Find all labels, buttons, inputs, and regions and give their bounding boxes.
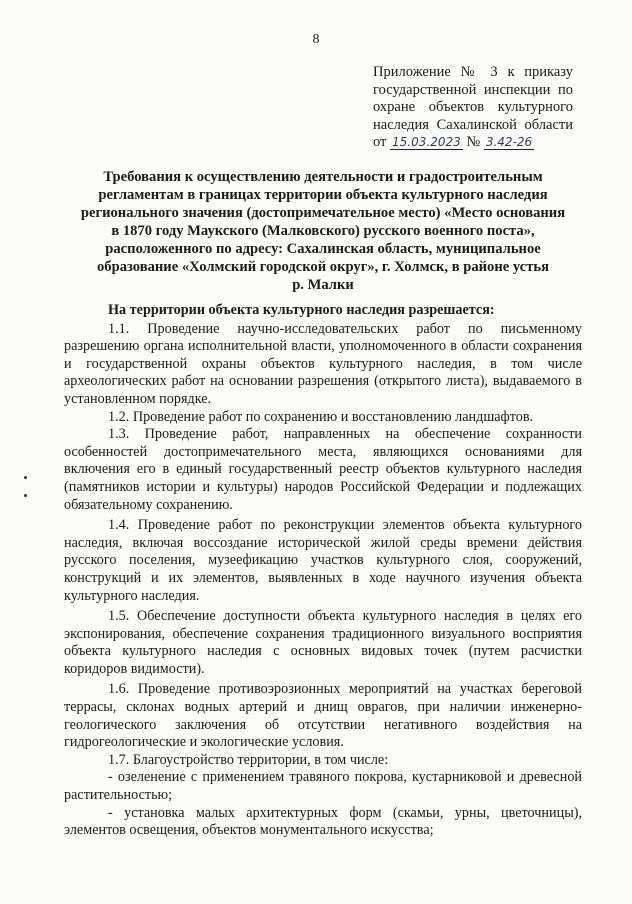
appendix-line: Приложение № 3 к приказу <box>373 64 573 80</box>
title-line: регламентам в границах территории объекта культурного наследия <box>98 187 548 203</box>
title-line: расположенного по адресу: Сахалинская область, муниципальное <box>105 241 541 257</box>
list-item: 1.4. Проведение работ по реконструкции элементов объекта культурного наследия, включая воссоздание исторической жилой среды времени действия русского поселения, музеефикацию участков культурного слоя, сооружений, конструкций и их элементов, выявленных в ходе научного изучения объекта культурного наследия. <box>64 517 582 604</box>
title-line: образование «Холмский городской округ», г. Холмск, в районе устья <box>96 259 549 275</box>
appendix-header <box>373 64 573 152</box>
title-line: Требования к осуществлению деятельности и градостроительным <box>103 169 543 185</box>
appendix-line: охране объектов культурного <box>373 99 573 115</box>
order-date: 15.03.2023 <box>392 135 461 149</box>
title-line: регионального значения (достопримечательное место) «Место основания <box>80 205 566 221</box>
list-item: 1.6. Проведение противоэрозионных мероприятий на участках береговой террасы, склонах водных артерий и днищ оврагов, при наличии инженерно-геологического заключения об отсутствии негативного воздействия на гидрогеологические и экологические условия. <box>64 681 582 751</box>
appendix-line: государственной инспекции по <box>373 81 573 98</box>
number-label: № <box>466 134 481 150</box>
appendix-line: наследия Сахалинской области <box>373 116 573 133</box>
title-line: в 1870 году Маукского (Малковского) русского военного поста», <box>111 223 535 239</box>
list-item: 1.5. Обеспечение доступности объекта культурного наследия в целях его экспонирования, обеспечение сохранения традиционного визуального восприятия объекта культурного наследия с основных видовых точек (путем расчистки коридоров видимости). <box>64 608 582 677</box>
scan-speck <box>24 494 27 497</box>
list-item: - установка малых архитектурных форм (скамьи, урны, цветочницы), элементов освещения, объектов монументального искусства; <box>64 804 582 839</box>
list-item: 1.7. Благоустройство территории, в том числе: <box>108 751 389 768</box>
order-number: 3.42-26 <box>485 135 533 149</box>
section-heading: На территории объекта культурного наследия разрешается: <box>108 302 495 318</box>
appendix-date-line <box>373 134 573 152</box>
from-label: от <box>373 134 387 150</box>
document-body <box>64 302 582 840</box>
list-item: 1.1. Проведение научно-исследовательских работ по письменному разрешению органа исполнительной власти, уполномоченного в области сохранения и государственной охраны объектов культурного наследия, в том числе археологических работ на основании разрешения (открытого листа), выдаваемого в установленном порядке. <box>64 320 582 407</box>
list-item: 1.2. Проведение работ по сохранению и восстановлению ландшафтов. <box>108 408 534 425</box>
title-line: р. Малки <box>292 277 354 293</box>
page-number: 8 <box>312 32 320 47</box>
document-title <box>64 168 582 294</box>
scan-speck <box>24 476 27 479</box>
list-item: - озеленение с применением травяного покрова, кустарниковой и древесной растительностью; <box>64 769 582 804</box>
list-item: 1.3. Проведение работ, направленных на обеспечение сохранности особенностей достопримечательного места, являющихся основаниями для включения его в единый государственный реестр объектов культурного наследия (памятников истории и культуры) народов Российской Федерации и подлежащих обязательному сохранению. <box>64 426 582 513</box>
